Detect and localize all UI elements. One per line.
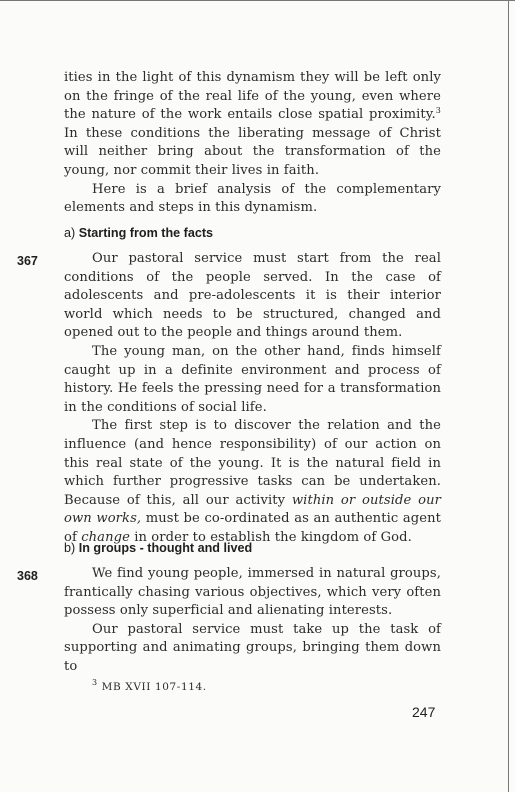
section-b-paragraph-1: We find young people, immersed in natural groups, frantically chasing various objectives, which very often possess only superficial and alienating interests.: [64, 566, 441, 619]
section-a-paragraph-1: Our pastoral service must start from the real conditions of the people served. In the case of adolescents and pre-adolescents it is their interior world which needs to be structured, changed and opened out to the people and things around them.: [64, 251, 441, 341]
margin-number-368: 368: [17, 569, 38, 583]
footnote-text: MB XVII 107-114.: [101, 681, 207, 693]
page-top-edge: [0, 0, 515, 1]
section-b-heading: [64, 541, 252, 555]
footnote-mark: 3: [92, 678, 98, 687]
page-number: 247: [412, 704, 436, 720]
section-a-letter: a): [64, 226, 76, 240]
section-a-heading: [64, 226, 213, 240]
section-a-paragraph-3: The first step is to discover the relation and the influence (and hence responsibility) of our action on this real state of the young. It is the natural field in which further progressive tasks can be undertaken. Because of this, all our activity within or outside our own works, must be co-ordinated as an authentic agent of change in order to establish the kingdom of God.: [64, 418, 441, 545]
section-a-title: Starting from the facts: [78, 226, 214, 240]
section-b-title: In groups - thought and lived: [78, 541, 253, 555]
emphasis-change: change: [81, 529, 130, 545]
intro-paragraph-2: Here is a brief analysis of the complementary elements and steps in this dynamism.: [64, 181, 441, 216]
section-b-body: [64, 565, 441, 677]
emphasis-within-works: within or outside our own works,: [64, 492, 441, 527]
margin-number-367: 367: [17, 254, 38, 268]
intro-paragraph-1: ities in the light of this dynamism they will be left only on the fringe of the real life of the young, even where the nature of the work entails close spatial proximity.$^3$ In these conditions the liberating message of Christ will neither bring about the transformation of the young, nor commit their lives in faith.: [64, 70, 441, 178]
section-b-paragraph-2: Our pastoral service must take up the task of supporting and animating groups, bringing them down to: [64, 621, 441, 674]
footnote: [92, 678, 207, 693]
section-a-paragraph-2: The young man, on the other hand, finds himself caught up in a definite environment and process of history. He feels the pressing need for a transformation in the conditions of social life.: [64, 343, 441, 415]
page-right-edge: [508, 0, 509, 792]
intro-block: [64, 69, 441, 218]
footnote-ref: 3: [435, 106, 441, 116]
section-a-body: [64, 250, 441, 548]
section-b-letter: b): [64, 541, 76, 555]
